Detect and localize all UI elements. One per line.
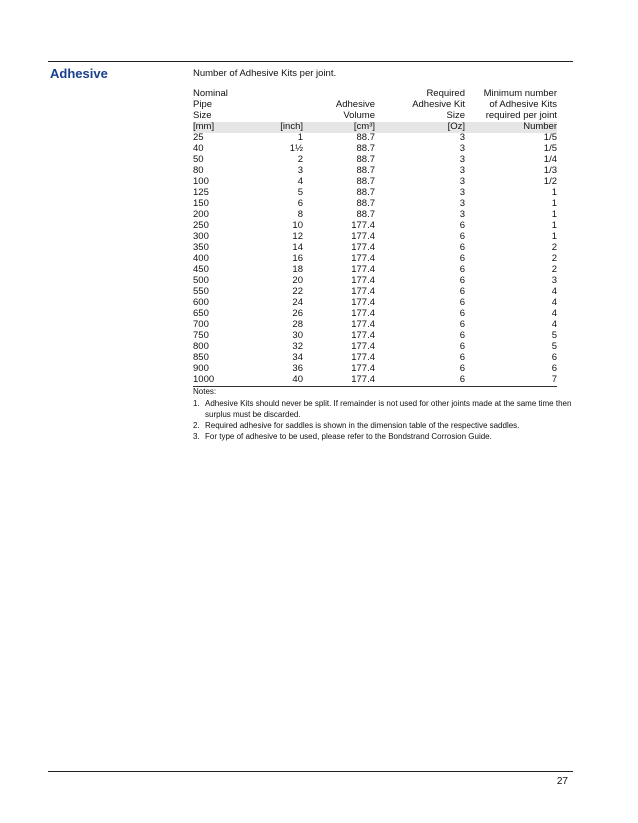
cell-size-mm: 250 bbox=[193, 220, 209, 231]
cell-size-mm: 400 bbox=[193, 253, 209, 264]
cell-size-inch: 2 bbox=[297, 154, 303, 165]
cell-kits-per-joint: 1 bbox=[551, 209, 557, 220]
cell-size-inch: 12 bbox=[292, 231, 303, 242]
cell-adhesive-volume: 88.7 bbox=[356, 132, 375, 143]
cell-adhesive-volume: 177.4 bbox=[351, 275, 375, 286]
cell-kit-size: 6 bbox=[459, 264, 465, 275]
header-cell: of Adhesive Kits bbox=[489, 99, 557, 110]
cell-kit-size: 6 bbox=[459, 297, 465, 308]
cell-size-mm: 850 bbox=[193, 352, 209, 363]
cell-kits-per-joint: 3 bbox=[551, 275, 557, 286]
cell-kit-size: 3 bbox=[459, 165, 465, 176]
cell-size-mm: 900 bbox=[193, 363, 209, 374]
cell-adhesive-volume: 88.7 bbox=[356, 176, 375, 187]
table-row bbox=[193, 199, 557, 210]
cell-size-mm: 600 bbox=[193, 297, 209, 308]
cell-kits-per-joint: 4 bbox=[551, 297, 557, 308]
cell-adhesive-volume: 177.4 bbox=[351, 242, 375, 253]
cell-kit-size: 3 bbox=[459, 154, 465, 165]
table-row bbox=[193, 287, 557, 298]
cell-kits-per-joint: 1/4 bbox=[543, 154, 557, 165]
header-cell: Adhesive bbox=[335, 99, 375, 110]
cell-kit-size: 6 bbox=[459, 319, 465, 330]
cell-size-mm: 550 bbox=[193, 286, 209, 297]
cell-kits-per-joint: 1 bbox=[551, 198, 557, 209]
note-number: 1. bbox=[193, 399, 200, 408]
cell-kit-size: 6 bbox=[459, 363, 465, 374]
cell-kits-per-joint: 5 bbox=[551, 330, 557, 341]
cell-kits-per-joint: 1 bbox=[551, 187, 557, 198]
cell-size-mm: 150 bbox=[193, 198, 209, 209]
cell-kit-size: 6 bbox=[375, 375, 465, 387]
cell-size-inch: 5 bbox=[297, 187, 303, 198]
table-row bbox=[193, 133, 557, 144]
note-number: 3. bbox=[193, 432, 200, 441]
cell-adhesive-volume: 177.4 bbox=[351, 352, 375, 363]
cell-size-inch: 30 bbox=[292, 330, 303, 341]
cell-kit-size: 6 bbox=[459, 352, 465, 363]
cell-size-mm: 1000 bbox=[193, 375, 253, 387]
table-row bbox=[193, 254, 557, 265]
table-row bbox=[193, 188, 557, 199]
cell-size-mm: 650 bbox=[193, 308, 209, 319]
cell-adhesive-volume: 88.7 bbox=[356, 209, 375, 220]
bottom-divider bbox=[48, 771, 573, 772]
cell-kits-per-joint: 1/2 bbox=[543, 176, 557, 187]
cell-size-inch: 18 bbox=[292, 264, 303, 275]
cell-size-inch: 34 bbox=[292, 352, 303, 363]
cell-adhesive-volume: 88.7 bbox=[356, 187, 375, 198]
cell-size-inch: 26 bbox=[292, 308, 303, 319]
table-row bbox=[193, 331, 557, 342]
header-cell bbox=[253, 89, 303, 100]
table-row bbox=[193, 309, 557, 320]
cell-adhesive-volume: 177.4 bbox=[351, 308, 375, 319]
page-number: 27 bbox=[556, 776, 568, 787]
units-row bbox=[193, 122, 557, 133]
table-row bbox=[193, 177, 557, 188]
table-row bbox=[193, 276, 557, 287]
table-row bbox=[193, 243, 557, 254]
header-cell: Required bbox=[426, 88, 465, 99]
note-number: 2. bbox=[193, 421, 200, 430]
header-cell: Minimum number bbox=[483, 88, 557, 99]
header-row bbox=[193, 111, 557, 122]
section-title: Adhesive bbox=[50, 66, 108, 81]
cell-size-inch: 22 bbox=[292, 286, 303, 297]
cell-adhesive-volume: 177.4 bbox=[351, 264, 375, 275]
cell-adhesive-volume: 177.4 bbox=[351, 220, 375, 231]
table-row bbox=[193, 144, 557, 155]
unit-volume: [cm³] bbox=[303, 122, 375, 133]
cell-kits-per-joint: 6 bbox=[551, 363, 557, 374]
cell-adhesive-volume: 88.7 bbox=[356, 165, 375, 176]
cell-kit-size: 6 bbox=[459, 253, 465, 264]
header-cell: Volume bbox=[343, 110, 375, 121]
cell-size-inch: 40 bbox=[253, 375, 303, 387]
header-cell: Size bbox=[193, 110, 212, 121]
cell-kits-per-joint: 7 bbox=[465, 375, 557, 387]
table-intro: Number of Adhesive Kits per joint. bbox=[193, 68, 337, 79]
cell-kits-per-joint: 1 bbox=[551, 220, 557, 231]
cell-adhesive-volume: 177.4 bbox=[351, 286, 375, 297]
cell-size-mm: 100 bbox=[193, 176, 209, 187]
cell-kits-per-joint: 1 bbox=[551, 231, 557, 242]
note-item bbox=[193, 431, 573, 442]
cell-size-inch: 20 bbox=[292, 275, 303, 286]
cell-size-inch: 28 bbox=[292, 319, 303, 330]
cell-adhesive-volume: 88.7 bbox=[356, 154, 375, 165]
cell-kits-per-joint: 1/3 bbox=[543, 165, 557, 176]
cell-adhesive-volume: 88.7 bbox=[356, 143, 375, 154]
note-text: Required adhesive for saddles is shown in the dimension table of the respective saddles. bbox=[205, 421, 520, 430]
table-body bbox=[193, 133, 557, 387]
header-cell: Adhesive Kit bbox=[412, 99, 465, 110]
table-row bbox=[193, 265, 557, 276]
table-row bbox=[193, 353, 557, 364]
cell-size-mm: 350 bbox=[193, 242, 209, 253]
cell-kit-size: 3 bbox=[459, 132, 465, 143]
cell-adhesive-volume: 177.4 bbox=[351, 297, 375, 308]
cell-kits-per-joint: 5 bbox=[551, 341, 557, 352]
cell-kits-per-joint: 2 bbox=[551, 253, 557, 264]
cell-kit-size: 3 bbox=[459, 143, 465, 154]
header-cell: Size bbox=[446, 110, 465, 121]
cell-kit-size: 6 bbox=[459, 231, 465, 242]
cell-size-mm: 750 bbox=[193, 330, 209, 341]
cell-size-inch: 1½ bbox=[289, 143, 303, 154]
cell-adhesive-volume: 177.4 bbox=[351, 341, 375, 352]
table-row bbox=[193, 166, 557, 177]
cell-kits-per-joint: 2 bbox=[551, 242, 557, 253]
cell-kit-size: 6 bbox=[459, 330, 465, 341]
cell-adhesive-volume: 177.4 bbox=[351, 253, 375, 264]
cell-kits-per-joint: 1/5 bbox=[543, 132, 557, 143]
adhesive-kits-table bbox=[193, 89, 557, 387]
cell-size-mm: 300 bbox=[193, 231, 209, 242]
cell-kits-per-joint: 4 bbox=[551, 319, 557, 330]
cell-kit-size: 6 bbox=[459, 242, 465, 253]
cell-size-mm: 50 bbox=[193, 154, 204, 165]
cell-kit-size: 3 bbox=[459, 187, 465, 198]
unit-kit-size: [Oz] bbox=[375, 122, 465, 133]
cell-kits-per-joint: 6 bbox=[551, 352, 557, 363]
cell-kit-size: 6 bbox=[459, 275, 465, 286]
cell-size-inch: 1 bbox=[297, 132, 303, 143]
cell-size-mm: 450 bbox=[193, 264, 209, 275]
table-row bbox=[193, 375, 557, 387]
note-text: Adhesive Kits should never be split. If remainder is not used for other joints made at the same time then surplus must be discarded. bbox=[205, 399, 572, 419]
cell-size-inch: 24 bbox=[292, 297, 303, 308]
notes-list bbox=[193, 398, 573, 442]
unit-inch: [inch] bbox=[253, 122, 303, 133]
cell-size-inch: 8 bbox=[297, 209, 303, 220]
cell-adhesive-volume: 177.4 bbox=[303, 375, 375, 387]
cell-kit-size: 6 bbox=[459, 308, 465, 319]
table-row bbox=[193, 342, 557, 353]
cell-size-mm: 700 bbox=[193, 319, 209, 330]
notes-section bbox=[193, 386, 573, 442]
cell-size-inch: 6 bbox=[297, 198, 303, 209]
cell-size-mm: 800 bbox=[193, 341, 209, 352]
table-row bbox=[193, 221, 557, 232]
cell-kits-per-joint: 1/5 bbox=[543, 143, 557, 154]
cell-kit-size: 3 bbox=[459, 209, 465, 220]
cell-adhesive-volume: 177.4 bbox=[351, 231, 375, 242]
cell-size-mm: 500 bbox=[193, 275, 209, 286]
cell-kits-per-joint: 4 bbox=[551, 308, 557, 319]
cell-size-mm: 200 bbox=[193, 209, 209, 220]
header-cell: Nominal bbox=[193, 88, 228, 99]
cell-kit-size: 3 bbox=[459, 198, 465, 209]
table-header bbox=[193, 89, 557, 133]
cell-size-mm: 125 bbox=[193, 187, 209, 198]
cell-kit-size: 6 bbox=[459, 220, 465, 231]
cell-size-inch: 14 bbox=[292, 242, 303, 253]
cell-size-inch: 10 bbox=[292, 220, 303, 231]
note-item bbox=[193, 420, 573, 431]
header-cell: Pipe bbox=[193, 99, 213, 110]
cell-adhesive-volume: 177.4 bbox=[351, 363, 375, 374]
table-row bbox=[193, 298, 557, 309]
cell-size-mm: 80 bbox=[193, 165, 204, 176]
note-text: For type of adhesive to be used, please refer to the Bondstrand Corrosion Guide. bbox=[205, 432, 492, 441]
table-row bbox=[193, 210, 557, 221]
header-cell: required per joint bbox=[485, 110, 557, 121]
top-divider bbox=[48, 61, 573, 62]
table-row bbox=[193, 320, 557, 331]
cell-size-inch: 3 bbox=[297, 165, 303, 176]
table-row bbox=[193, 232, 557, 243]
cell-adhesive-volume: 177.4 bbox=[351, 330, 375, 341]
table-row bbox=[193, 364, 557, 375]
cell-size-inch: 16 bbox=[292, 253, 303, 264]
cell-kits-per-joint: 4 bbox=[551, 286, 557, 297]
cell-adhesive-volume: 88.7 bbox=[356, 198, 375, 209]
note-item bbox=[193, 398, 573, 420]
table-row bbox=[193, 155, 557, 166]
cell-kit-size: 6 bbox=[459, 286, 465, 297]
cell-size-inch: 4 bbox=[297, 176, 303, 187]
cell-size-inch: 36 bbox=[292, 363, 303, 374]
cell-kit-size: 6 bbox=[459, 341, 465, 352]
cell-size-mm: 40 bbox=[193, 143, 204, 154]
cell-kit-size: 3 bbox=[459, 176, 465, 187]
notes-title: Notes: bbox=[193, 387, 217, 396]
cell-size-mm: 25 bbox=[193, 132, 204, 143]
unit-mm: [mm] bbox=[193, 122, 253, 133]
header-cell bbox=[253, 100, 303, 111]
cell-kits-per-joint: 2 bbox=[551, 264, 557, 275]
cell-size-inch: 32 bbox=[292, 341, 303, 352]
unit-number: Number bbox=[465, 122, 557, 133]
cell-adhesive-volume: 177.4 bbox=[351, 319, 375, 330]
